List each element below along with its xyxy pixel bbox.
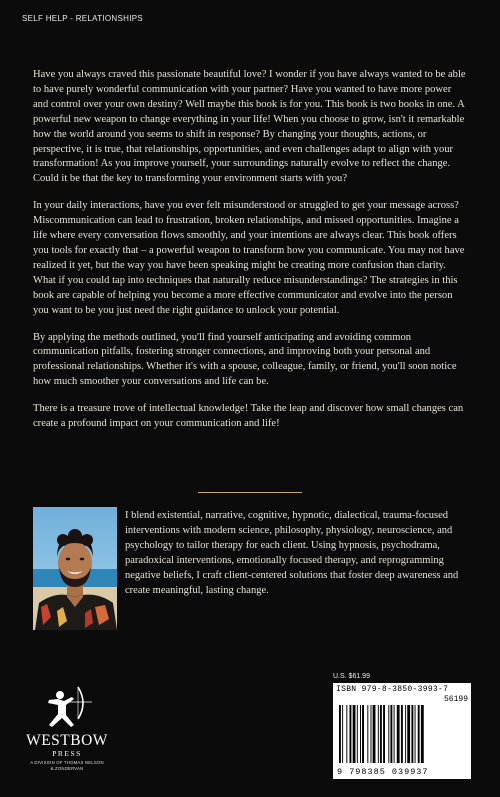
publisher-name: WESTBOW — [26, 732, 108, 749]
publisher-division-2: & ZONDERVAN — [50, 766, 84, 771]
barcode-bar — [397, 705, 400, 763]
author-bio: I blend existential, narrative, cognitive, hypnotic, dialectical, trauma-focused interventions with modern science, philosophy, physiology, neuroscience, and psychology to tailor therapy for each client. Using hypnosis, psychodrama, paradoxical interventions, emotionally focused therapy, and reprogramming negative beliefs, I craft client-centered solutions that foster deep awareness and create meaningful, lasting change. — [125, 510, 459, 596]
barcode-bar — [380, 705, 382, 763]
barcode-bar — [357, 705, 358, 763]
publisher-logo — [22, 683, 112, 783]
barcode-bar — [362, 705, 364, 763]
barcode-bar — [346, 705, 347, 763]
back-cover-copy — [33, 68, 469, 444]
archer-logo-icon — [22, 683, 112, 733]
paragraph-4: There is a treasure trove of intellectual knowledge! Take the leap and discover how small changes can create a profound impact on your communication and life! — [33, 403, 464, 430]
paragraph-3: By applying the methods outlined, you'll find yourself anticipating and avoiding common communication pitfalls, fostering stronger connections, and improving both your personal and professional relationships. Whether it's with a spouse, colleague, family, or friend, you'll soon notice how much smoother your conversations and life can be. — [33, 331, 457, 388]
barcode-bar — [350, 705, 352, 763]
isbn-label: ISBN 979-8-3850-3993-7 — [336, 685, 449, 694]
barcode-bar — [373, 705, 376, 763]
barcode-bar — [388, 705, 389, 763]
paragraph-1: Have you always craved this passionate beautiful love? I wonder if you have always wanted to be able to have purely wonderful communication with your partner? Have you wanted to have more power and control over your own destiny? Well maybe this book is for you. This book is two books in one. A powerful new weapon to change everything in your life! When you choose to grow, isn't it remarkable how the world around you seems to shift in response? By changing your thoughts, actions, or perspective, it is true, that relationships, opportunities, and even challenges adapt to align with your transformation! As you improve yourself, your surroundings naturally evolve to reflect the change. Could it be that the key to transforming your environment starts with you? — [33, 69, 466, 185]
barcode-bar — [339, 705, 341, 763]
barcode-bar — [407, 705, 410, 763]
price-label: U.S. $61.99 — [333, 673, 370, 680]
barcode-bar — [371, 705, 372, 763]
barcode-bar — [418, 705, 420, 763]
section-divider — [198, 492, 302, 493]
barcode-bar — [390, 705, 392, 763]
barcode-bar — [421, 705, 424, 763]
publisher-division: A DIVISION OF THOMAS NELSON — [30, 760, 104, 765]
barcode-bar — [342, 705, 343, 763]
barcode-bar — [378, 705, 379, 763]
price-code: 56199 — [443, 695, 468, 704]
barcode-bar — [353, 705, 356, 763]
barcode-bar — [405, 705, 406, 763]
publisher-press: PRESS — [52, 749, 82, 758]
isbn-digits: 9 798385 039937 — [337, 767, 429, 777]
isbn-barcode — [333, 683, 471, 779]
barcode-bars — [339, 705, 465, 763]
book-category: SELF HELP - RELATIONSHIPS — [22, 14, 144, 23]
barcode-bar — [367, 705, 368, 763]
barcode-bar — [401, 705, 403, 763]
barcode-bar — [415, 705, 416, 763]
paragraph-2: In your daily interactions, have you ever felt misunderstood or struggled to get your message across? Miscommunication can lead to frustration, broken relationships, and missed opportunities. Imagine a life where every conversation flows smoothly, and your intentions are always clear. This book offers you tools for exactly that – a powerful weapon to transform how you communicate. You may not have realized it yet, but the way you have been speaking might be creating more confusion than clarity. What if you could tap into techniques that naturally reduce misunderstandings? The strategies in this book are capable of helping you become a more effective communicator and evolve into the person you want to be you just need the right guidance to unlock your potential. — [33, 200, 465, 316]
barcode-bar — [394, 705, 395, 763]
author-photo-illustration — [33, 507, 117, 630]
barcode-bar — [360, 705, 361, 763]
barcode-bar — [411, 705, 413, 763]
author-photo — [33, 507, 117, 630]
barcode-bar — [383, 705, 385, 763]
